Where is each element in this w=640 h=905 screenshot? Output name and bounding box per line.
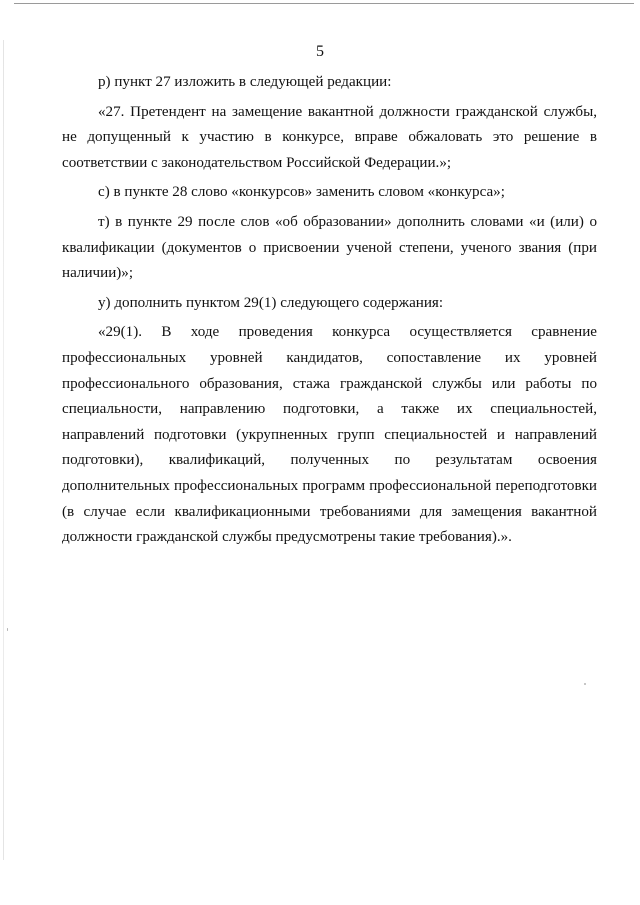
page-number: 5 — [316, 43, 324, 60]
scan-top-border — [14, 3, 634, 4]
scan-speck — [7, 628, 8, 631]
paragraph-27-text: «27. Претендент на замещение вакантной должности гражданской службы, не допущенный к участию в конкурсе, вправе обжаловать это решение в соответствии с законодательством Российской Федерации.»; — [62, 103, 597, 171]
paragraph-r: р) пункт 27 изложить в следующей редакции: — [98, 74, 392, 90]
scan-speck — [584, 683, 586, 685]
document-body — [62, 70, 597, 551]
scan-left-edge — [3, 40, 4, 860]
paragraph-t: т) в пункте 29 после слов «об образовании» дополнить словами «и (или) о квалификации (документов о присвоении ученой степени, ученого звания (при наличии)»; — [62, 213, 597, 282]
paragraph-s: с) в пункте 28 слово «конкурсов» заменить словом «конкурса»; — [98, 184, 505, 201]
paragraph-29-1-text: «29(1). В ходе проведения конкурса осуществляется сравнение профессиональных уровней кандидатов, сопоставление их уровней профессионального образования, стажа гражданской службы или работы по специальности, направлению подготовки, а также их специальностей, направлений подготовки (укрупненных групп специальностей и направлений подготовки), квалификаций, полученных по результатам освоения дополнительных профессиональных программ профессиональной переподготовки (в случае если квалификационными требованиями для замещения вакантной должности гражданской службы предусмотрены такие требования).». — [62, 324, 597, 546]
paragraph-u: у) дополнить пунктом 29(1) следующего содержания: — [98, 294, 444, 311]
